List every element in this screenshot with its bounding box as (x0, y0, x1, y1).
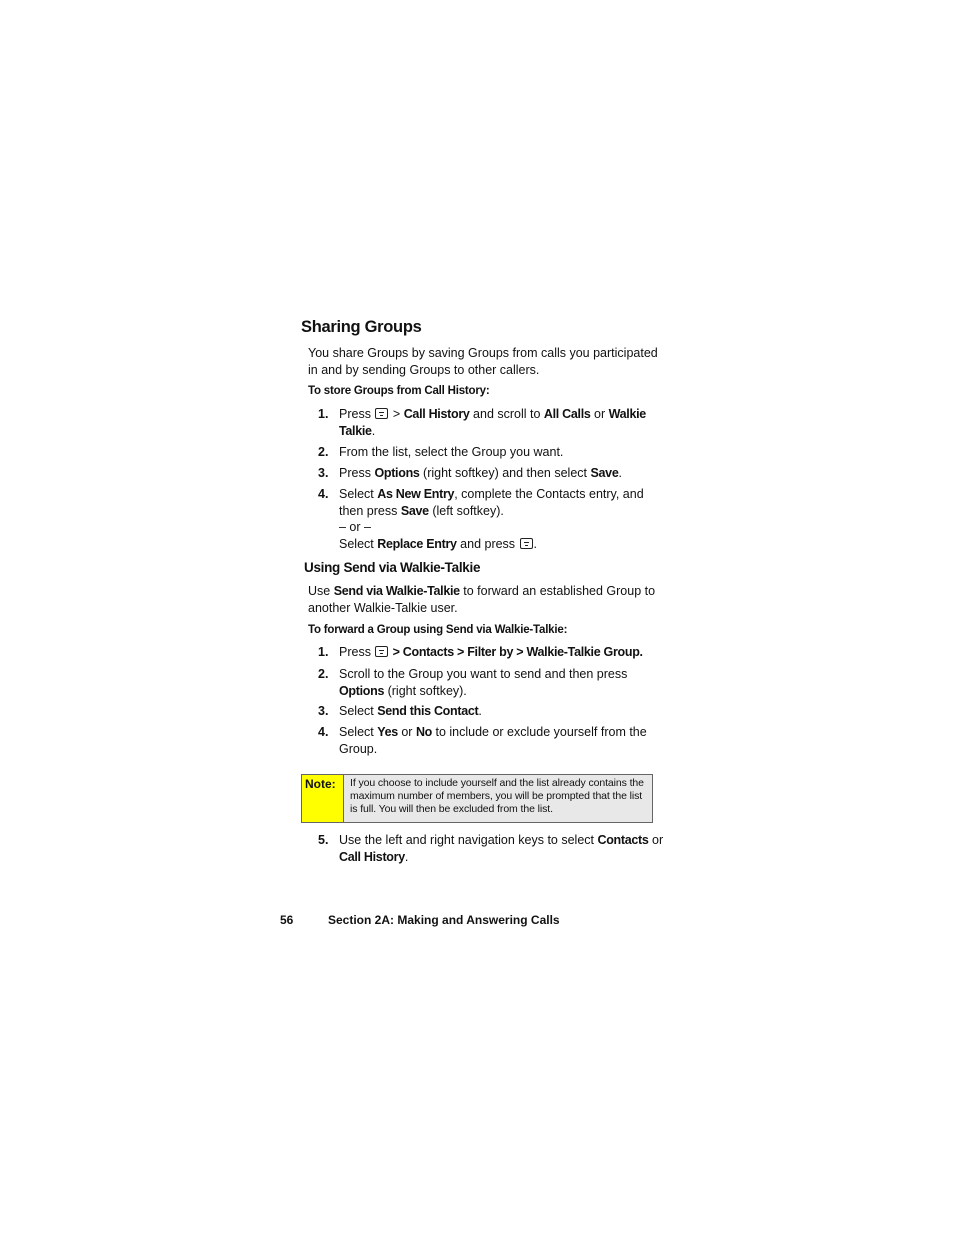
or-separator: – or – (339, 520, 371, 534)
menu-key-icon (375, 408, 388, 419)
menu-key-icon (520, 538, 533, 549)
forward-procedure-label: To forward a Group using Send via Walkie-Talkie: (308, 624, 568, 636)
note-box (301, 774, 653, 823)
intro-paragraph: You share Groups by saving Groups from calls you participated in and by sending Groups to other callers. (308, 346, 658, 377)
manual-page: Sharing Groups You share Groups by saving Groups from calls you participated in and by sending Groups to other callers. To store Groups from Call History: 1. Press > Call History and scroll to All Calls or Walkie Talkie. 2. From the list, select the Group you want. 3. Press Options (right softkey) and then select Save. 4. Select As New Entry, complete the Contacts entry, and then press Save (left softkey). – or – Select Replace Entry and press . Using Send via Walkie-Talkie Use Send via Walkie-Talkie to forward an established Group to another Walkie-Talkie user. To forward a Group using Send via Walkie-Talkie: 1. Press > Contacts > Filter by > Walkie-Talkie Group. 2. Scroll to the Group you want to send and then press Options (right softkey). 3. Select Send this Contact. 4. Select Yes or No to include or exclude yourself from the Group. Note: If you choose to include yourself and the list already contains the maximum number of members, you will be prompted that the list is full. You will then be excluded from the list. 5. Use the left and right navigation keys to select Contacts or Call History. 56 Section 2A: Making and Answering Calls (280, 318, 664, 927)
subsection-intro: Use Send via Walkie-Talkie to forward an established Group to another Walkie-Talkie user. (308, 584, 656, 615)
store-procedure-label: To store Groups from Call History: (308, 385, 490, 397)
menu-key-icon (375, 646, 388, 657)
section-title: Sharing Groups (301, 318, 422, 336)
footer-section-title: Section 2A: Making and Answering Calls (328, 913, 560, 927)
page-number: 56 (280, 913, 294, 927)
subsection-title: Using Send via Walkie-Talkie (304, 560, 481, 575)
note-label: Note: (302, 775, 344, 822)
note-text: If you choose to include yourself and the list already contains the maximum number of members, you will be prompted that the list is full. You will then be excluded from the list. (344, 775, 652, 822)
